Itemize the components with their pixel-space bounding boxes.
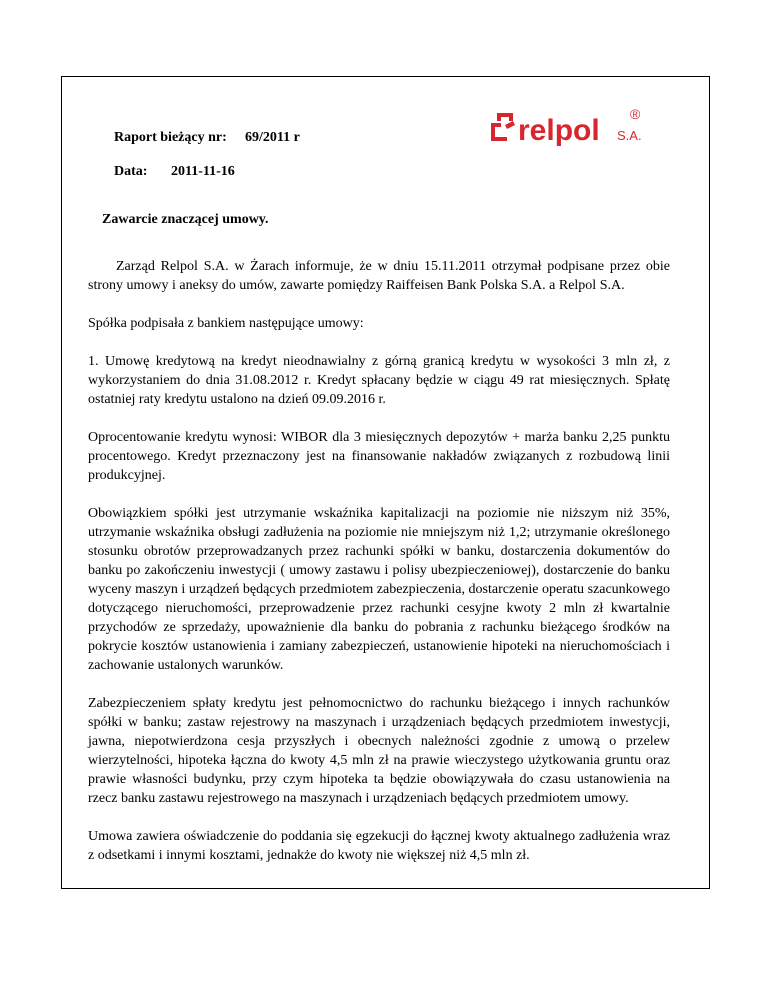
paragraph-enforcement: Umowa zawiera oświadczenie do poddania się egzekucji do łącznej kwoty aktualnego zadłużenia wraz z odsetkami i innymi kosztami, jednakże do kwoty nie większej niż 4,5 mln zł. [88, 829, 670, 863]
paragraph-collateral: Zabezpieczeniem spłaty kredytu jest pełnomocnictwo do rachunku bieżącego i innych rachunków spółki w banku; zastaw rejestrowy na maszynach i urządzeniach będących przedmiotem inwestycji, jawna, niepotwierdzona cesja przyszłych i obecnych należności zgodnie z umową o przelew wierzytelności, hipoteka łączna do kwoty 4,5 mln zł na prawie wieczystego użytkowania gruntu oraz prawie własności budynku, przy czym hipoteka ta będzie obowiązywała do czasu ustanowienia na rzecz banku zastawu rejestrowego na maszynach i urządzeniach będących przedmiotem umowy. [88, 696, 670, 806]
report-number-value: 69/2011 r [245, 130, 300, 145]
paragraph-agreements-lead: Spółka podpisała z bankiem następujące umowy: [88, 316, 364, 331]
logo-wordmark: relpol [518, 114, 600, 147]
date-label: Data: [114, 164, 148, 179]
logo-suffix: S.A. [617, 128, 642, 143]
paragraph-interest: Oprocentowanie kredytu wynosi: WIBOR dla 3 miesięcznych depozytów + marża banku 2,25 punktu procentowego. Kredyt przeznaczony jest na finansowanie nakładów związanych z rozbudową linii produkcyjnej. [88, 430, 670, 483]
relpol-logo [487, 101, 662, 151]
paragraph-obligations: Obowiązkiem spółki jest utrzymanie wskaźnika kapitalizacji na poziomie nie niższym niż 35%, utrzymanie wskaźnika obsługi zadłużenia na poziomie nie mniejszym niż 1,2; utrzymanie określonego stosunku obrotów przeprowadzanych przez rachunki spółki w banku, dostarczenia dokumentów do banku po zakończeniu inwestycji ( umowy zastawu i polisy ubezpieczeniowej), dostarczenie do banku wyceny maszyn i urządzeń będących przedmiotem zabezpieczenia, dostarczenie operatu szacunkowego dotyczącego nieruchomości, przeprowadzenie przez rachunki cesyjne kwoty 2 mln zł kwartalnie przychodów ze sprzedaży, upoważnienie dla banku do pobrania z rachunku bieżącego środków na pokrycie kosztów ustanowienia i zamiany zabezpieczeń, ustanowienie hipoteki na nieruchomościach i zachowanie ustalonych warunków. [88, 506, 670, 673]
logo-registered-mark: ® [630, 106, 641, 122]
paragraph-credit-agreement: 1. Umowę kredytową na kredyt nieodnawialny z górną granicą kredytu w wysokości 3 mln zł, z wykorzystaniem do dnia 31.08.2012 r. Kredyt spłacany będzie w ciągu 49 rat miesięcznych. Spłatę ostatniej raty kredytu ustalono na dzień 09.09.2016 r. [88, 354, 670, 407]
report-number-label: Raport bieżący nr: [114, 130, 227, 145]
paragraph-intro: Zarząd Relpol S.A. w Żarach informuje, że w dniu 15.11.2011 otrzymał podpisane przez obie strony umowy i aneksy do umów, zawarte pomiędzy Raiffeisen Bank Polska S.A. a Relpol S.A. [88, 259, 670, 293]
date-value: 2011-11-16 [171, 164, 235, 179]
relay-mark-icon [491, 113, 515, 141]
report-subject: Zawarcie znaczącej umowy. [102, 212, 269, 227]
report-body [88, 257, 670, 884]
